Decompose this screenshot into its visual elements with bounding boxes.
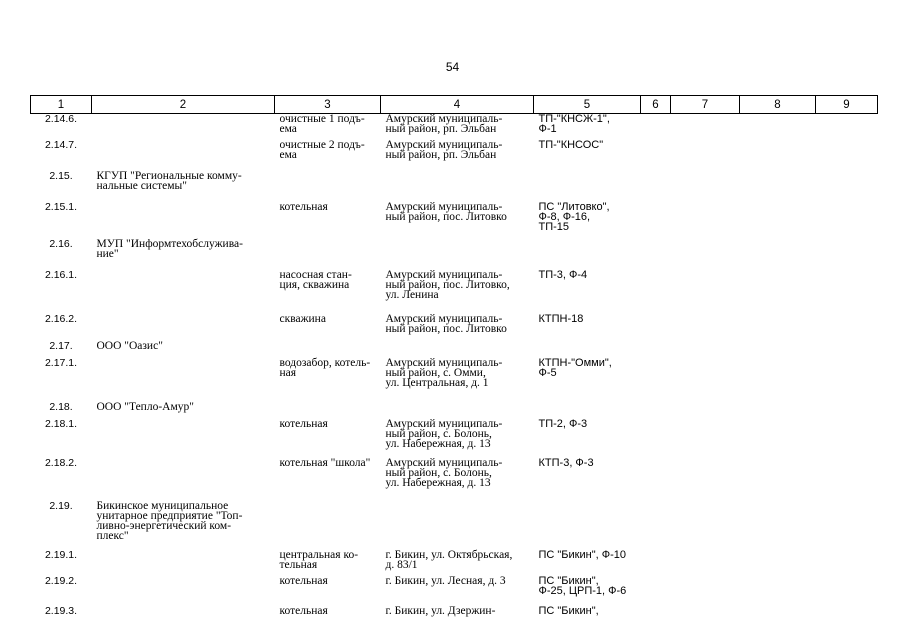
cell-organization xyxy=(92,358,275,402)
cell-empty-col-9 xyxy=(816,341,878,358)
cell-organization: КГУП "Региональные комму- нальные системы" xyxy=(96,169,242,192)
table-row xyxy=(31,114,878,140)
cell-empty-col-9 xyxy=(816,140,878,171)
column-header-7: 7 xyxy=(671,96,740,114)
cell-power-feeder: КТПН-"Омми", Ф-5 xyxy=(538,356,612,379)
cell-power-feeder: ТП-3, Ф-4 xyxy=(538,268,588,281)
cell-number: 2.19. xyxy=(49,499,73,512)
column-header-3: 3 xyxy=(275,96,381,114)
cell-number: 2.19.1. xyxy=(44,548,78,561)
cell-empty-col-6 xyxy=(641,114,671,140)
cell-empty-col-6 xyxy=(641,550,671,576)
cell-power-feeder xyxy=(534,501,641,550)
cell-number: 2.16.1. xyxy=(44,268,78,281)
cell-location: Амурский муниципаль- ный район, пос. Литовко xyxy=(385,312,507,335)
cell-number: 2.19.2. xyxy=(44,574,78,587)
cell-organization xyxy=(92,458,275,501)
cell-object: очистные 1 подъ- ема xyxy=(279,113,365,135)
table-row xyxy=(31,358,878,402)
cell-object: котельная xyxy=(279,417,328,430)
cell-empty-col-6 xyxy=(641,239,671,270)
cell-empty-col-8 xyxy=(740,576,816,606)
cell-organization xyxy=(92,140,275,171)
cell-empty-col-8 xyxy=(740,606,816,628)
cell-number: 2.18.2. xyxy=(44,456,78,469)
cell-empty-col-8 xyxy=(740,358,816,402)
cell-object xyxy=(275,171,381,202)
cell-empty-col-9 xyxy=(816,358,878,402)
table-row xyxy=(31,550,878,576)
cell-power-feeder: КТПН-18 xyxy=(538,312,584,325)
column-header-8: 8 xyxy=(740,96,816,114)
cell-power-feeder: ПС "Бикин", xyxy=(538,604,599,617)
column-header-6: 6 xyxy=(641,96,671,114)
cell-empty-col-9 xyxy=(816,458,878,501)
cell-empty-col-7 xyxy=(671,341,740,358)
cell-empty-col-8 xyxy=(740,550,816,576)
cell-number: 2.18.1. xyxy=(44,417,78,430)
table-row xyxy=(31,501,878,550)
cell-empty-col-7 xyxy=(671,140,740,171)
cell-empty-col-8 xyxy=(740,341,816,358)
cell-power-feeder xyxy=(534,341,641,358)
cell-location xyxy=(381,501,534,550)
cell-organization xyxy=(92,202,275,239)
cell-object: котельная "школа" xyxy=(279,456,371,469)
cell-empty-col-6 xyxy=(641,358,671,402)
column-header-1: 1 xyxy=(31,96,92,114)
cell-empty-col-8 xyxy=(740,114,816,140)
cell-empty-col-7 xyxy=(671,171,740,202)
cell-location: Амурский муниципаль- ный район, с. Болонь, ул. Набережная, д. 13 xyxy=(385,456,503,489)
cell-power-feeder: ПС "Бикин", Ф-25, ЦРП-1, Ф-6 xyxy=(538,574,627,597)
cell-location: Амурский муниципаль- ный район, с. Болонь, ул. Набережная, д. 13 xyxy=(385,417,503,450)
cell-empty-col-6 xyxy=(641,341,671,358)
cell-number: 2.18. xyxy=(49,400,73,413)
table-row xyxy=(31,606,878,628)
cell-number: 2.17. xyxy=(49,339,73,352)
cell-empty-col-8 xyxy=(740,239,816,270)
cell-number: 2.19.3. xyxy=(44,604,78,617)
cell-object xyxy=(275,341,381,358)
cell-empty-col-8 xyxy=(740,419,816,458)
cell-object: скважина xyxy=(279,312,326,325)
cell-empty-col-8 xyxy=(740,140,816,171)
table-row xyxy=(31,202,878,239)
cell-organization: Бикинское муниципальное унитарное предприятие "Топ- ливно-энергетический ком- плекс" xyxy=(96,499,243,542)
cell-empty-col-9 xyxy=(816,402,878,419)
cell-power-feeder: ТП-"КНСОС" xyxy=(538,138,604,151)
cell-power-feeder: ТП-2, Ф-3 xyxy=(538,417,588,430)
column-header-9: 9 xyxy=(816,96,878,114)
cell-empty-col-7 xyxy=(671,550,740,576)
cell-object: котельная xyxy=(279,200,328,213)
cell-power-feeder xyxy=(534,402,641,419)
cell-power-feeder xyxy=(534,239,641,270)
cell-location: Амурский муниципаль- ный район, рп. Эльбан xyxy=(385,138,503,161)
cell-power-feeder: ПС "Бикин", Ф-10 xyxy=(538,548,626,561)
cell-number: 2.15. xyxy=(49,169,73,182)
cell-organization xyxy=(92,114,275,140)
cell-empty-col-7 xyxy=(671,606,740,628)
cell-empty-col-9 xyxy=(816,202,878,239)
cell-object xyxy=(275,239,381,270)
cell-object xyxy=(275,501,381,550)
cell-object: очистные 2 подъ- ема xyxy=(279,138,365,161)
cell-location xyxy=(381,171,534,202)
cell-empty-col-9 xyxy=(816,270,878,314)
page-number: 54 xyxy=(445,60,460,74)
cell-empty-col-6 xyxy=(641,606,671,628)
cell-empty-col-9 xyxy=(816,576,878,606)
table-row xyxy=(31,419,878,458)
table-row xyxy=(31,402,878,419)
table-row xyxy=(31,576,878,606)
cell-empty-col-7 xyxy=(671,358,740,402)
column-header-4: 4 xyxy=(381,96,534,114)
cell-location xyxy=(381,341,534,358)
cell-organization xyxy=(92,576,275,606)
cell-empty-col-7 xyxy=(671,501,740,550)
cell-empty-col-9 xyxy=(816,171,878,202)
cell-number: 2.17.1. xyxy=(44,356,78,369)
cell-organization xyxy=(92,314,275,341)
cell-empty-col-6 xyxy=(641,270,671,314)
cell-number: 2.14.7. xyxy=(44,138,78,151)
cell-empty-col-9 xyxy=(816,114,878,140)
data-table xyxy=(30,95,878,628)
table-row xyxy=(31,140,878,171)
cell-object: котельная xyxy=(279,604,328,617)
cell-empty-col-8 xyxy=(740,202,816,239)
cell-empty-col-9 xyxy=(816,550,878,576)
table-row xyxy=(31,341,878,358)
cell-organization xyxy=(92,550,275,576)
cell-object: насосная стан- ция, скважина xyxy=(279,268,352,291)
cell-empty-col-8 xyxy=(740,501,816,550)
cell-empty-col-8 xyxy=(740,458,816,501)
cell-empty-col-6 xyxy=(641,501,671,550)
cell-empty-col-6 xyxy=(641,140,671,171)
cell-empty-col-9 xyxy=(816,501,878,550)
cell-location xyxy=(381,402,534,419)
cell-empty-col-7 xyxy=(671,202,740,239)
cell-power-feeder: ТП-"КНСЖ-1", Ф-1 xyxy=(538,113,610,135)
cell-power-feeder xyxy=(534,171,641,202)
cell-empty-col-7 xyxy=(671,458,740,501)
cell-organization: ООО "Тепло-Амур" xyxy=(96,400,194,413)
cell-location: г. Бикин, ул. Дзержин- xyxy=(385,604,496,617)
table-row xyxy=(31,314,878,341)
cell-location: г. Бикин, ул. Октябрьская, д. 83/1 xyxy=(385,548,513,571)
cell-organization xyxy=(92,270,275,314)
cell-empty-col-7 xyxy=(671,270,740,314)
cell-empty-col-6 xyxy=(641,202,671,239)
cell-object: водозабор, котель- ная xyxy=(279,356,371,379)
cell-empty-col-8 xyxy=(740,314,816,341)
column-number-header-row xyxy=(31,96,878,114)
cell-location: Амурский муниципаль- ный район, рп. Эльбан xyxy=(385,113,503,135)
cell-empty-col-9 xyxy=(816,239,878,270)
cell-empty-col-7 xyxy=(671,402,740,419)
cell-number: 2.15.1. xyxy=(44,200,78,213)
column-header-5: 5 xyxy=(534,96,641,114)
cell-location: Амурский муниципаль- ный район, пос. Литовко xyxy=(385,200,507,223)
cell-empty-col-7 xyxy=(671,239,740,270)
cell-object: центральная ко- тельная xyxy=(279,548,359,571)
cell-empty-col-7 xyxy=(671,114,740,140)
cell-organization xyxy=(92,606,275,628)
column-header-2: 2 xyxy=(92,96,275,114)
table-body xyxy=(31,114,878,628)
cell-empty-col-8 xyxy=(740,270,816,314)
cell-empty-col-7 xyxy=(671,314,740,341)
cell-location xyxy=(381,239,534,270)
cell-empty-col-7 xyxy=(671,576,740,606)
cell-number: 2.16.2. xyxy=(44,312,78,325)
cell-empty-col-9 xyxy=(816,314,878,341)
cell-organization: МУП "Информтехобслужива- ние" xyxy=(96,237,243,260)
cell-organization xyxy=(92,419,275,458)
cell-empty-col-7 xyxy=(671,419,740,458)
cell-organization: ООО "Оазис" xyxy=(96,339,163,352)
cell-object xyxy=(275,402,381,419)
cell-empty-col-9 xyxy=(816,606,878,628)
cell-number: 2.14.6. xyxy=(44,113,78,125)
cell-empty-col-8 xyxy=(740,402,816,419)
cell-object: котельная xyxy=(279,574,328,587)
table-row xyxy=(31,458,878,501)
cell-power-feeder: ПС "Литовко", Ф-8, Ф-16, ТП-15 xyxy=(538,200,610,233)
cell-location: г. Бикин, ул. Лесная, д. 3 xyxy=(385,574,506,587)
cell-empty-col-6 xyxy=(641,458,671,501)
cell-empty-col-6 xyxy=(641,419,671,458)
cell-empty-col-9 xyxy=(816,419,878,458)
cell-empty-col-6 xyxy=(641,576,671,606)
table-row xyxy=(31,239,878,270)
table-row xyxy=(31,171,878,202)
cell-empty-col-6 xyxy=(641,314,671,341)
cell-empty-col-8 xyxy=(740,171,816,202)
cell-location: Амурский муниципаль- ный район, с. Омми, ул. Центральная, д. 1 xyxy=(385,356,503,389)
cell-number: 2.16. xyxy=(49,237,73,250)
cell-empty-col-6 xyxy=(641,171,671,202)
cell-power-feeder: КТП-3, Ф-3 xyxy=(538,456,594,469)
table-row xyxy=(31,270,878,314)
cell-location: Амурский муниципаль- ный район, пос. Литовко, ул. Ленина xyxy=(385,268,510,301)
cell-empty-col-6 xyxy=(641,402,671,419)
